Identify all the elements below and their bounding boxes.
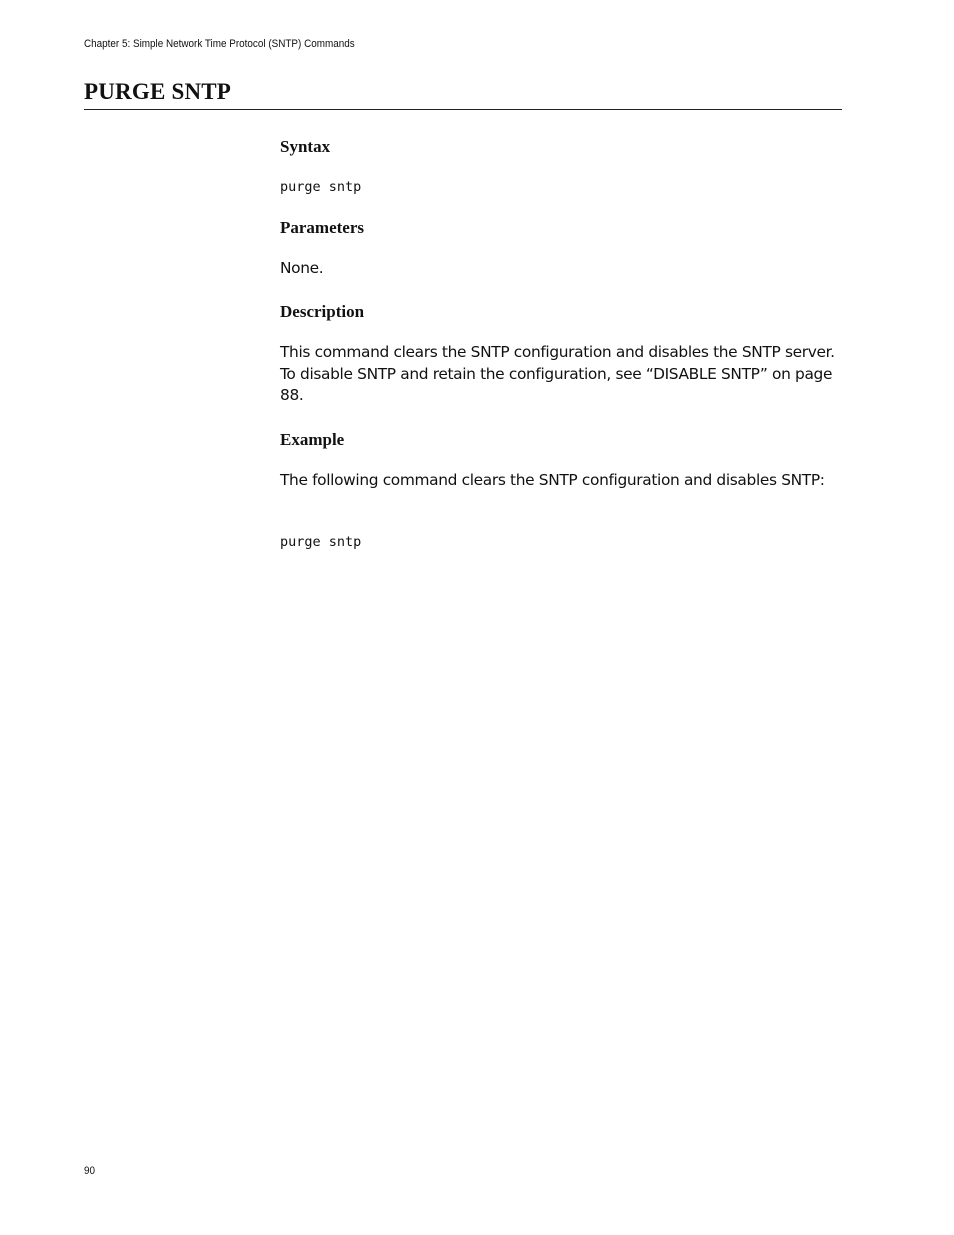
example-code: purge sntp	[280, 534, 362, 550]
parameters-heading: Parameters	[280, 218, 365, 237]
page-number: 90	[84, 1165, 96, 1177]
description-heading: Description	[280, 302, 365, 321]
running-header: Chapter 5: Simple Network Time Protocol (SNTP) Commands	[84, 38, 355, 50]
description-text: This command clears the SNTP configuration and disables the SNTP server. To disable SNTP and retain the configuration, see “DISABLE SNTP” on page 88.	[280, 343, 835, 404]
example-heading: Example	[280, 430, 345, 449]
title-rule	[84, 109, 842, 110]
example-text: The following command clears the SNTP configuration and disables SNTP:	[280, 471, 825, 489]
syntax-code: purge sntp	[280, 179, 362, 195]
parameters-text: None.	[280, 259, 324, 277]
syntax-heading: Syntax	[280, 137, 331, 156]
page-title: PURGE SNTP	[84, 79, 232, 104]
